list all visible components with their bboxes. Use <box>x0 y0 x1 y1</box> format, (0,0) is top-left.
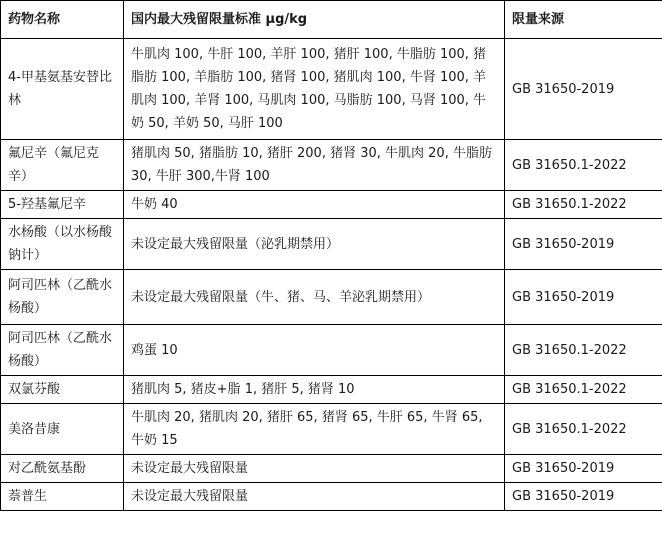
drug-name-cell: 5-羟基氟尼辛 <box>1 191 124 219</box>
limit-cell: 牛肌肉 20, 猪肌肉 20, 猪肝 65, 猪肾 65, 牛肝 65, 牛肾 65, 牛奶 15 <box>124 404 505 455</box>
drug-name-cell: 4-甲基氨基安替比林 <box>1 39 124 140</box>
table-row <box>1 376 662 404</box>
drug-name-cell: 美洛昔康 <box>1 404 124 455</box>
source-cell: GB 31650.1-2022 <box>505 404 662 455</box>
table-header-row <box>1 1 662 39</box>
limit-cell: 未设定最大残留限量 <box>124 455 505 483</box>
table-row <box>1 325 662 376</box>
table-row <box>1 483 662 511</box>
limit-cell: 鸡蛋 10 <box>124 325 505 376</box>
table-row <box>1 140 662 191</box>
table-row <box>1 270 662 325</box>
limit-cell: 牛奶 40 <box>124 191 505 219</box>
drug-name-cell: 水杨酸（以水杨酸钠计） <box>1 219 124 270</box>
source-cell: GB 31650-2019 <box>505 270 662 325</box>
source-cell: GB 31650-2019 <box>505 39 662 140</box>
drug-name-cell: 氟尼辛（氟尼克辛） <box>1 140 124 191</box>
table-row <box>1 219 662 270</box>
drug-name-cell: 对乙酰氨基酚 <box>1 455 124 483</box>
table-row <box>1 39 662 140</box>
drug-name-cell: 双氯芬酸 <box>1 376 124 404</box>
limit-cell: 未设定最大残留限量（牛、猪、马、羊泌乳期禁用） <box>124 270 505 325</box>
source-cell: GB 31650-2019 <box>505 483 662 511</box>
header-drug-name: 药物名称 <box>1 1 124 39</box>
limit-cell: 猪肌肉 5, 猪皮+脂 1, 猪肝 5, 猪肾 10 <box>124 376 505 404</box>
table-row <box>1 191 662 219</box>
limit-cell: 牛肌肉 100, 牛肝 100, 羊肝 100, 猪肝 100, 牛脂肪 100, 猪脂肪 100, 羊脂肪 100, 猪肾 100, 猪肌肉 100, 牛肾 100, 羊肌肉 100, 羊肾 100, 马肌肉 100, 马脂肪 100, 马肾 100, 牛奶 50, 羊奶 50, 马肝 100 <box>124 39 505 140</box>
source-cell: GB 31650.1-2022 <box>505 191 662 219</box>
header-source: 限量来源 <box>505 1 662 39</box>
header-limit: 国内最大残留限量标准 μg/kg <box>124 1 505 39</box>
drug-name-cell: 阿司匹林（乙酰水杨酸） <box>1 325 124 376</box>
limit-cell: 未设定最大残留限量 <box>124 483 505 511</box>
source-cell: GB 31650.1-2022 <box>505 376 662 404</box>
source-cell: GB 31650-2019 <box>505 455 662 483</box>
drug-name-cell: 萘普生 <box>1 483 124 511</box>
source-cell: GB 31650.1-2022 <box>505 325 662 376</box>
limit-cell: 未设定最大残留限量（泌乳期禁用） <box>124 219 505 270</box>
drug-name-cell: 阿司匹林（乙酰水杨酸） <box>1 270 124 325</box>
limit-cell: 猪肌肉 50, 猪脂肪 10, 猪肝 200, 猪肾 30, 牛肌肉 20, 牛脂肪 30, 牛肝 300,牛肾 100 <box>124 140 505 191</box>
table-row <box>1 455 662 483</box>
table-row <box>1 404 662 455</box>
source-cell: GB 31650-2019 <box>505 219 662 270</box>
source-cell: GB 31650.1-2022 <box>505 140 662 191</box>
